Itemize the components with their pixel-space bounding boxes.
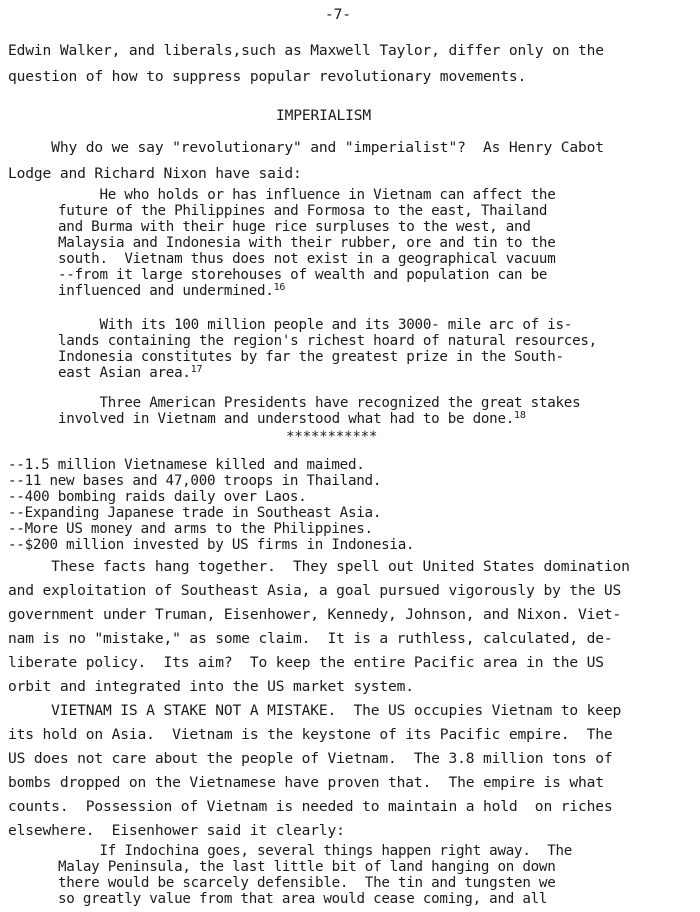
quote-line: Malaysia and Indonesia with their rubber, ore and tin to the (58, 235, 556, 251)
fact-item: --400 bombing raids daily over Laos. (8, 489, 307, 505)
body-line: government under Truman, Eisenhower, Kennedy, Johnson, and Nixon. Viet- (8, 606, 622, 623)
quote-line: future of the Philippines and Formosa to the east, Thailand (58, 203, 548, 219)
body-line: counts. Possession of Vietnam is needed to maintain a hold on riches (8, 798, 613, 815)
quote-line: If Indochina goes, several things happen right away. The (58, 843, 573, 859)
footnote-16: 16 (273, 282, 286, 293)
body-line: US does not care about the people of Vietnam. The 3.8 million tons of (8, 750, 613, 767)
body-line: bombs dropped on the Vietnamese have proven that. The empire is what (8, 774, 604, 791)
quote-line: and Burma with their huge rice surpluses to the west, and (58, 219, 531, 235)
quote-line: Three American Presidents have recognized the great stakes (58, 395, 581, 411)
intro-line: question of how to suppress popular revolutionary movements. (8, 68, 527, 85)
body-line: VIETNAM IS A STAKE NOT A MISTAKE. The US occupies Vietnam to keep (8, 702, 622, 719)
fact-item: --Expanding Japanese trade in Southeast Asia. (8, 505, 382, 521)
footnote-17: 17 (190, 364, 203, 375)
separator: *********** (286, 429, 378, 445)
intro-line: Edwin Walker, and liberals,such as Maxwell Taylor, differ only on the (8, 42, 604, 59)
question-line: Why do we say "revolutionary" and "imperialist"? As Henry Cabot (8, 139, 604, 156)
quote-line: He who holds or has influence in Vietnam can affect the (58, 187, 556, 203)
fact-item: --$200 million invested by US firms in Indonesia. (8, 537, 415, 553)
question-line: Lodge and Richard Nixon have said: (8, 165, 302, 182)
quote-line: influenced and undermined.$^{16}$ (58, 282, 286, 299)
quote-line: lands containing the region's richest hoard of natural resources, (58, 333, 597, 349)
body-line: its hold on Asia. Vietnam is the keystone of its Pacific empire. The (8, 726, 613, 743)
section-heading: IMPERIALISM (276, 107, 371, 124)
quote-line: there would be scarcely defensible. The tin and tungsten we (58, 875, 556, 891)
page-number: -7- (325, 6, 351, 23)
quote-line: involved in Vietnam and understood what had to be done.$^{18}$ (58, 410, 526, 427)
quote-line: Malay Peninsula, the last little bit of land hanging on down (58, 859, 556, 875)
fact-item: --11 new bases and 47,000 troops in Thailand. (8, 473, 382, 489)
fact-item: --More US money and arms to the Philippines. (8, 521, 373, 537)
body-line: orbit and integrated into the US market system. (8, 678, 414, 695)
quote-line: east Asian area.$^{17}$ (58, 364, 203, 381)
fact-item: --1.5 million Vietnamese killed and maimed. (8, 457, 365, 473)
body-line: liberate policy. Its aim? To keep the entire Pacific area in the US (8, 654, 604, 671)
body-line: nam is no "mistake," as some claim. It is a ruthless, calculated, de- (8, 630, 613, 647)
quote-line: With its 100 million people and its 3000- mile arc of is- (58, 317, 573, 333)
quote-line: south. Vietnam thus does not exist in a geographical vacuum (58, 251, 556, 267)
body-line: These facts hang together. They spell out United States domination (8, 558, 630, 575)
body-line: and exploitation of Southeast Asia, a goal pursued vigorously by the US (8, 582, 622, 599)
body-line: elsewhere. Eisenhower said it clearly: (8, 822, 345, 839)
quote-line: so greatly value from that area would cease coming, and all (58, 891, 548, 907)
footnote-18: 18 (514, 410, 526, 421)
quote-line: --from it large storehouses of wealth and population can be (58, 267, 548, 283)
quote-line: Indonesia constitutes by far the greatest prize in the South- (58, 349, 564, 365)
